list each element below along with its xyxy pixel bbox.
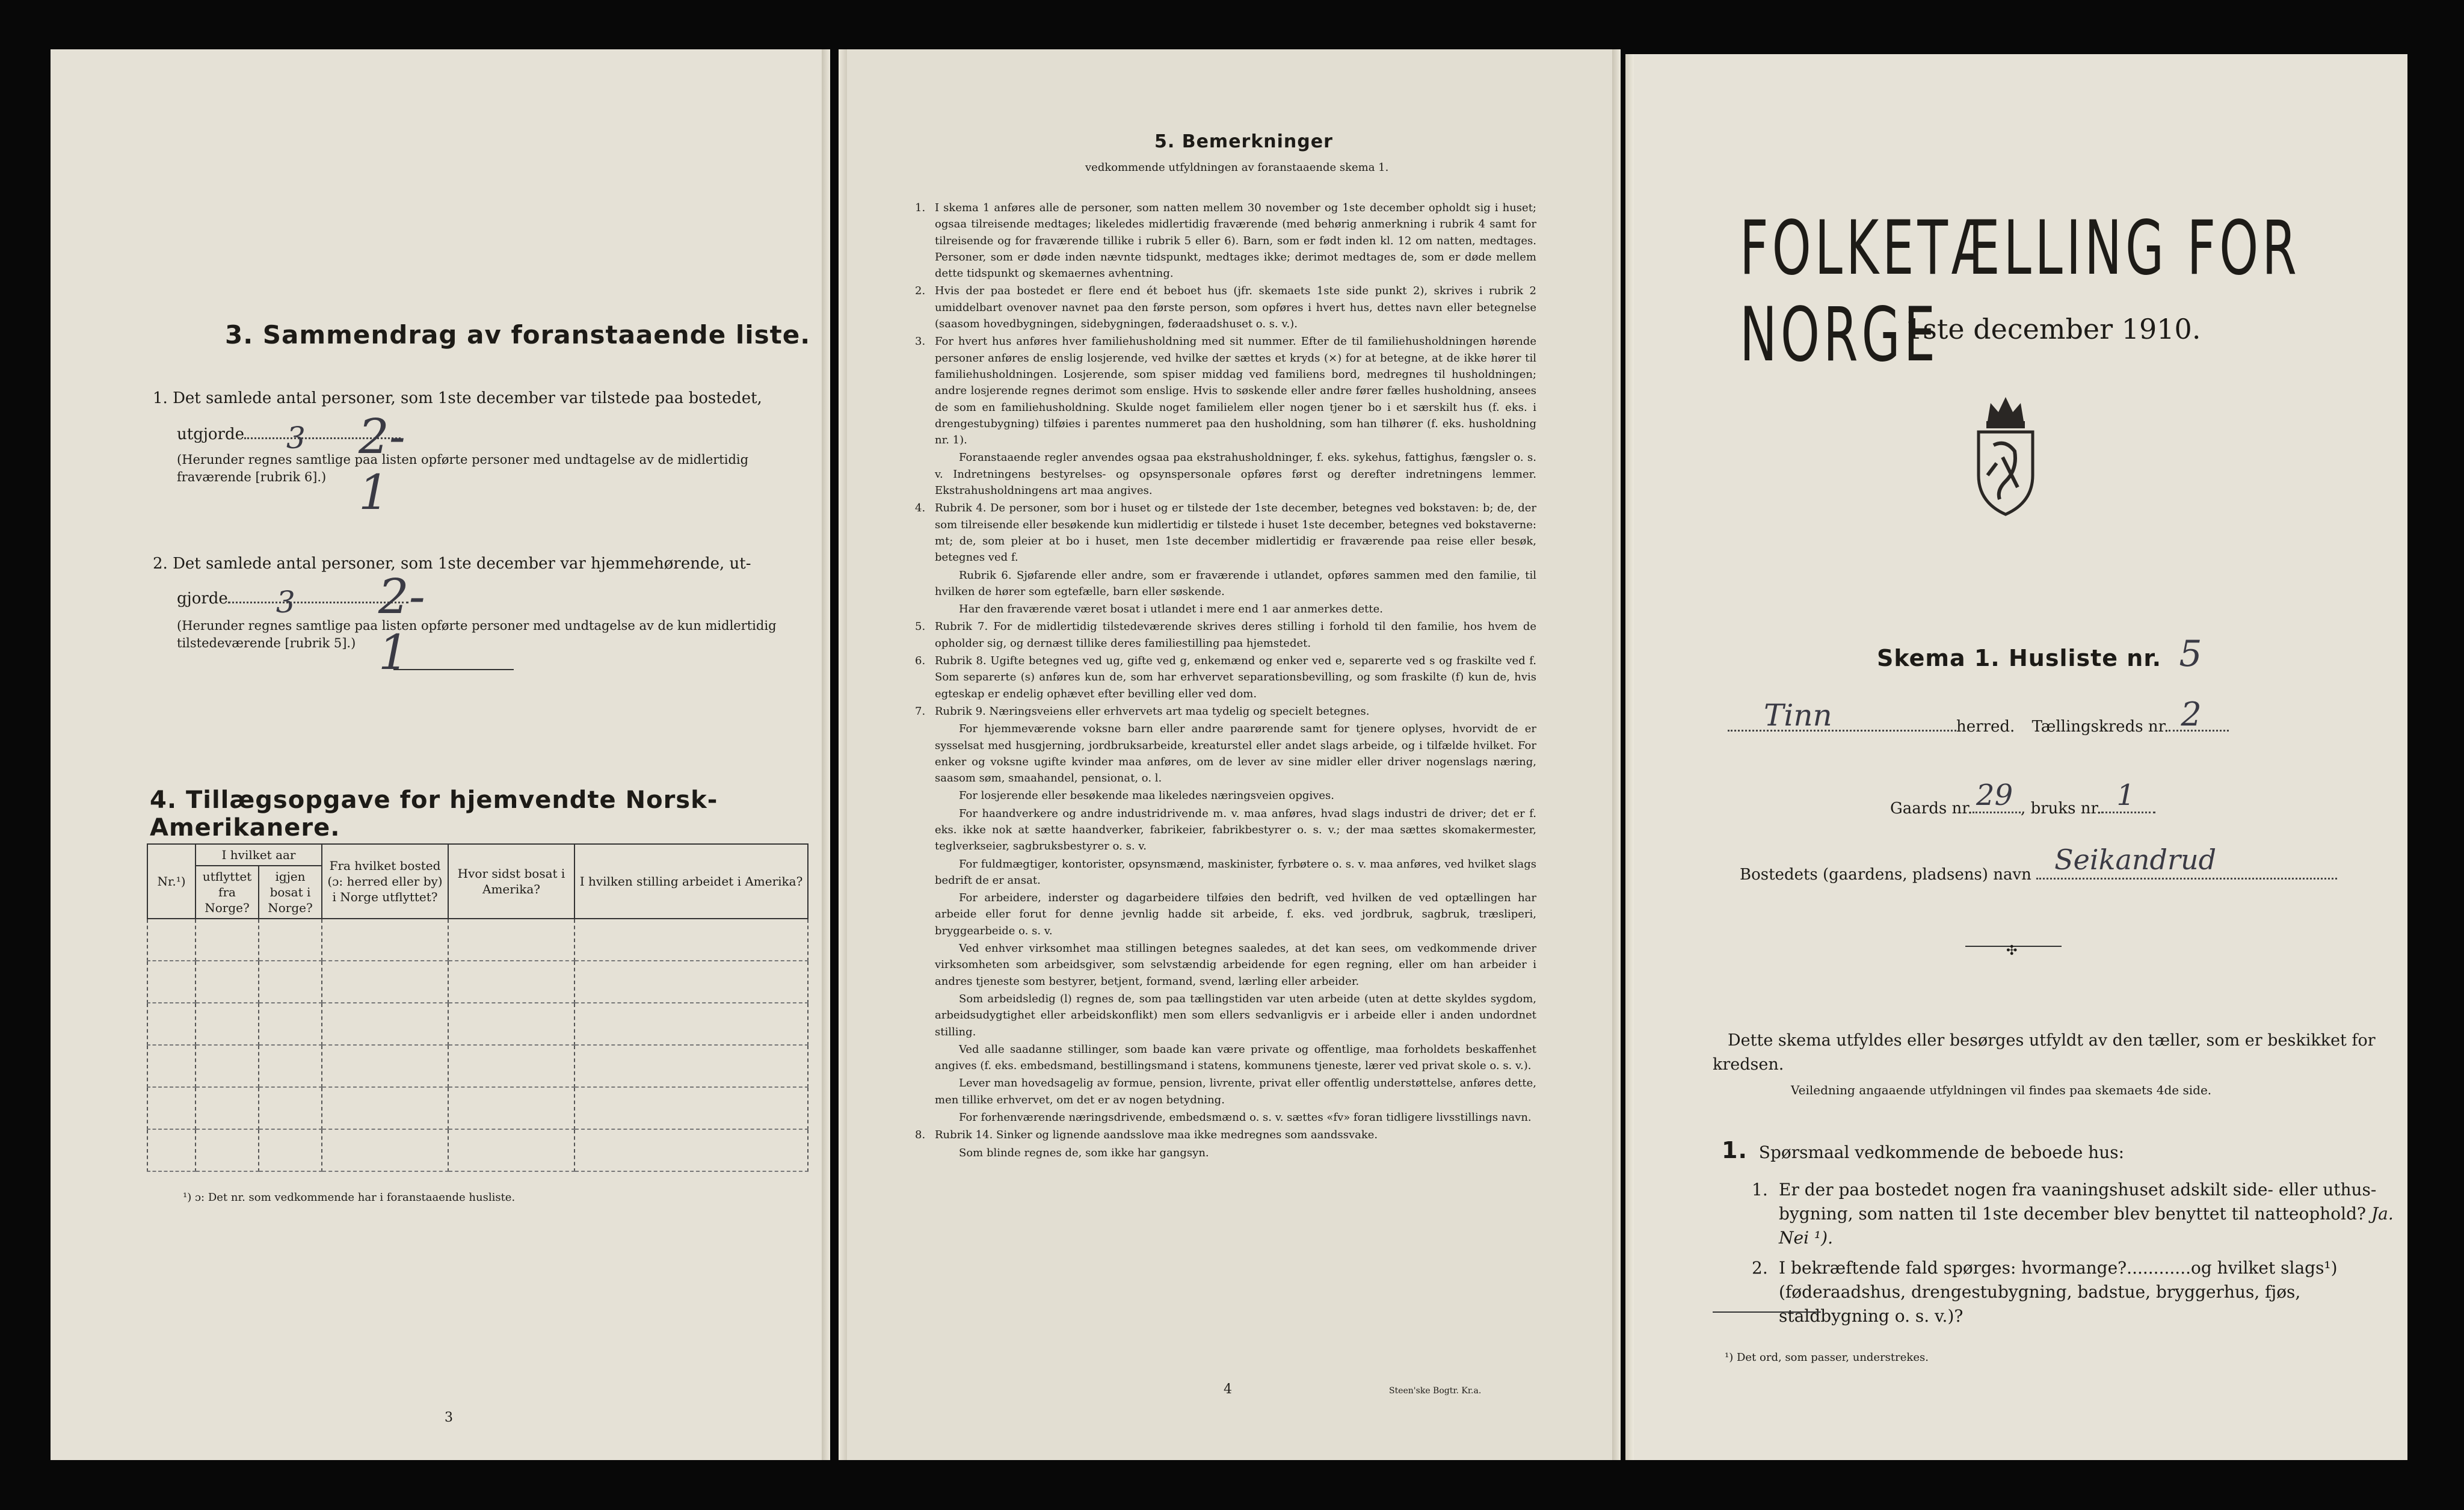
remark-item xyxy=(935,567,1536,600)
questions-header-text: Spørsmaal vedkommende de beboede hus: xyxy=(1758,1142,2125,1162)
remark-text: Som blinde regnes de, som ikke har gangsyn. xyxy=(959,1146,1209,1159)
census-date: 1ste december 1910. xyxy=(1905,313,2201,345)
table-cell[interactable] xyxy=(322,961,448,1003)
remark-text: For forhenværende næringsdrivende, embedsmænd o. s. v. sættes «fv» foran tidligere livsstillings navn. xyxy=(959,1111,1532,1124)
q2-value: 3 xyxy=(276,585,295,620)
col-utflyttet: utflyttet fra Norge? xyxy=(196,866,259,919)
remark-item xyxy=(915,653,1536,702)
remark-text: Som arbeidsledig (l) regnes de, som paa tællingstiden var uten arbeide (uten at dette skyldes sygdom, arbeidsudygtighet eller arbeidskonflikt) men som ellers sedvanligvis er i arbeide eller i anden undordnet stilling. xyxy=(935,992,1536,1038)
norsk-amerikanere-table xyxy=(147,843,808,1172)
remark-item xyxy=(935,449,1536,499)
table-cell[interactable] xyxy=(574,1129,808,1171)
instruction-small: Veiledning angaaende utfyldningen vil findes paa skemaets 4de side. xyxy=(1791,1083,2212,1097)
col-igjen: igjen bosat i Norge? xyxy=(259,866,322,919)
remark-text: Rubrik 14. Sinker og lignende aandsslove maa ikke medregnes som aandssvake. xyxy=(935,1129,1378,1142)
remark-number: 2. xyxy=(915,285,926,298)
table-row xyxy=(147,919,808,961)
divider xyxy=(393,669,514,670)
census-title: FOLKETÆLLING FOR NORGE xyxy=(1740,205,2300,378)
table-cell[interactable] xyxy=(259,1003,322,1045)
col-amerika: Hvor sidst bosat i Amerika? xyxy=(448,844,574,919)
remarks-title: 5. Bemerkninger xyxy=(1154,131,1333,152)
instruction: Dette skema utfyldes eller besørges utfyldt av den tæller, som er beskikket for kredsen. xyxy=(1713,1031,2376,1074)
table-cell[interactable] xyxy=(322,1003,448,1045)
table-cell[interactable] xyxy=(259,1087,322,1129)
remark-text: Rubrik 9. Næringsveiens eller erhvervets art maa tydelig og specielt betegnes. xyxy=(935,704,1370,718)
page-1-cover xyxy=(1625,54,2407,1460)
bruks-label: , bruks nr. xyxy=(2021,800,2102,818)
table-cell[interactable] xyxy=(574,1087,808,1129)
gaards-row xyxy=(1890,778,2155,818)
kreds-field[interactable] xyxy=(2169,695,2229,733)
herred-field[interactable] xyxy=(1728,698,1956,733)
page-fold xyxy=(1625,54,1634,1460)
page-4-remarks xyxy=(839,49,1621,1460)
remark-item xyxy=(935,991,1536,1040)
table-cell[interactable] xyxy=(196,1003,259,1045)
question-2 xyxy=(1752,1256,2395,1328)
q2-label: gjorde xyxy=(177,590,228,608)
remark-text: For fuldmægtiger, kontorister, opsynsmænd, maskinister, fyrbøtere o. s. v. maa anføres, ved hvilket slags bedrift de er ansat. xyxy=(935,857,1536,887)
ornament-icon: ✣ xyxy=(2006,943,2018,958)
remarks-subtitle: vedkommende utfyldningen av foranstaaende skema 1. xyxy=(1085,161,1389,174)
remarks-list xyxy=(915,200,1536,1162)
remark-text: Ved alle saadanne stillinger, som baade kan være private og offentlige, maa forholdets beskaffenhet angives (f. eks. embedsmand, bestillingsmand i statens, kommunens tjeneste, lærer ved privat skole o. s. v.). xyxy=(935,1043,1536,1073)
remark-item xyxy=(915,1127,1536,1143)
remark-item xyxy=(935,856,1536,889)
col-stilling: I hvilken stilling arbeidet i Amerika? xyxy=(574,844,808,919)
remark-text: Lever man hovedsagelig av formue, pension, livrente, privat eller offentlig understøttelse, anføres dette, men tillike erhvervet, om det er av nogen betydning. xyxy=(935,1077,1536,1106)
bosted-value: Seikandrud xyxy=(2054,843,2217,876)
kreds-value: 2 xyxy=(2181,695,2202,733)
remark-item xyxy=(915,283,1536,332)
table-cell[interactable] xyxy=(196,1087,259,1129)
gaards-field[interactable] xyxy=(1973,778,2021,813)
table-cell[interactable] xyxy=(196,1129,259,1171)
table-cell[interactable] xyxy=(448,961,574,1003)
remark-text: Rubrik 8. Ugifte betegnes ved ug, gifte ved g, enkemænd og enker ved e, separerte ved s og fraskilte ved f. Som separerte (s) anføres kun de, som har erhvervet separationsbevilling, og som fraskilte (f) kun de, hvis egteskap er endelig ophævet efter bevilling eller ved dom. xyxy=(935,655,1536,700)
table-cell[interactable] xyxy=(196,961,259,1003)
table-cell[interactable] xyxy=(448,1003,574,1045)
footnote: ¹) Det ord, som passer, understrekes. xyxy=(1725,1351,1929,1364)
table-row xyxy=(147,961,808,1003)
bosted-field[interactable] xyxy=(2036,843,2337,880)
q1-answer-field[interactable] xyxy=(244,408,405,520)
table-cell[interactable] xyxy=(448,919,574,961)
table-cell[interactable] xyxy=(196,919,259,961)
coat-of-arms-icon xyxy=(1970,391,2042,517)
page-3-summary xyxy=(51,49,830,1460)
remark-text: For hvert hus anføres hver familiehusholdning med sit nummer. Efter de til familiehusholdningen hørende personer anføres de enslig losjerende, ved hvilke der sættes et kryds (×) for at betegne, at de ikke hører til familiehusholdningen. Losjerende, som spiser middag ved familiens bord, medregnes til husholdningen; andre losjerende regnes derimot som enslige. Hvis to søskende eller andre fører fælles husholdning, ansees de som en familiehusholdning. Skulde noget familielem eller nogen tjener bo i et særskilt hus (f. eks. i drengestubygning) tilføies i parentes nummeret paa den husholdning, som han tilhører (f. eks. husholdning nr. 1). xyxy=(935,335,1536,447)
q1-note: (Herunder regnes samtlige paa listen opførte personer med undtagelse av de midlertidig fraværende [rubrik 6].) xyxy=(177,452,749,484)
page-number: 3 xyxy=(445,1410,453,1425)
question-2-num: 2. xyxy=(1752,1258,1768,1278)
remark-text: For arbeidere, inderster og dagarbeidere tilføies den bedrift, ved hvilken de ved optællingen har arbeide eller forut for denne jevnlig hadde sit arbeide, f. eks. ved jordbruk, sagbruk, træsliperi, bryggearbeide o. s. v. xyxy=(935,892,1536,937)
remark-item xyxy=(935,787,1536,804)
gaards-label: Gaards nr. xyxy=(1890,800,1973,818)
table-cell[interactable] xyxy=(147,1129,196,1171)
remark-number: 6. xyxy=(915,655,926,668)
footnote-rule xyxy=(1713,1311,1821,1313)
table-row xyxy=(147,1045,808,1087)
remark-number: 4. xyxy=(915,502,926,515)
remark-item xyxy=(915,333,1536,448)
remark-item xyxy=(915,200,1536,282)
q1-value: 3 xyxy=(286,421,306,455)
remark-text: Foranstaaende regler anvendes ogsaa paa ekstrahusholdninger, f. eks. sykehus, fattighus, fængsler o. s. v. Indretningens bestyrelses- og opsynspersonale opføres først og derefter indretningens lemmer. Ekstrahusholdningens art maa angives. xyxy=(935,451,1536,498)
bosted-row xyxy=(1740,843,2337,884)
remark-text: For haandverkere og andre industridrivende m. v. maa anføres, hvad slags industri de driver; det er f. eks. ikke nok at sætte haandverker, fabrikeier, fabrikbestyrer o. s. v.; der maa sættes skomakermester, teglverkseier, sagbruksbestyrer o. s. v. xyxy=(935,807,1536,853)
table-cell[interactable] xyxy=(574,919,808,961)
remark-text: Rubrik 6. Sjøfarende eller andre, som er fraværende i utlandet, opføres sammen med den familie, til hvilken de hører som egtefælle, barn eller søskende. xyxy=(935,569,1536,598)
remark-item xyxy=(935,601,1536,617)
q1-handwritten: 2-1 xyxy=(359,408,405,520)
remark-item xyxy=(935,1145,1536,1161)
table-cell[interactable] xyxy=(147,1045,196,1087)
table-cell[interactable] xyxy=(574,961,808,1003)
table-cell[interactable] xyxy=(259,919,322,961)
remark-item xyxy=(935,890,1536,939)
question-1-text: Er der paa bostedet nogen fra vaaningshuset adskilt side- eller uthus-bygning, som natten til 1ste december blev benyttet til natteophold? xyxy=(1779,1180,2377,1224)
remark-item xyxy=(915,500,1536,565)
q1-text: 1. Det samlede antal personer, som 1ste december var tilstede paa bostedet, xyxy=(153,389,762,407)
bruks-field[interactable] xyxy=(2101,778,2155,813)
remark-number: 8. xyxy=(915,1129,926,1142)
remark-text: Har den fraværende været bosat i utlandet i mere end 1 aar anmerkes dette. xyxy=(959,603,1383,616)
section-4-title: 4. Tillægsopgave for hjemvendte Norsk-Amerikanere. xyxy=(150,786,718,842)
remark-text: For losjerende eller besøkende maa likeledes næringsveien opgives. xyxy=(959,789,1334,803)
kreds-label: Tællingskreds nr. xyxy=(2031,718,2169,736)
remark-text: Hvis der paa bostedet er flere end ét beboet hus (jfr. skemaets 1ste side punkt 2), skrives i rubrik 2 umiddelbart ovenover navnet paa den første person, som opføres i hvert hus, dettes navn eller betegnelse (saasom hovedbygningen, sidebygningen, føderaadshuset o. s. v.). xyxy=(935,285,1536,331)
herred-value: Tinn xyxy=(1764,698,1832,733)
section-3-title: 3. Sammendrag av foranstaaende liste. xyxy=(225,320,811,350)
question-1 xyxy=(1752,1178,2395,1250)
table-cell[interactable] xyxy=(322,1045,448,1087)
husliste-nr[interactable]: 5 xyxy=(2179,633,2203,675)
herred-row xyxy=(1728,695,2389,736)
col-group-year: I hvilket aar xyxy=(196,844,322,866)
table-cell[interactable] xyxy=(259,1045,322,1087)
page-number: 4 xyxy=(1224,1382,1232,1397)
question-2-text: I bekræftende fald spørges: hvormange?............og hvilket slags¹) (føderaadshus, drengestubygning, badstue, bryggerhus, fjøs, staldbygning o. s. v.)? xyxy=(1779,1258,2338,1326)
questions-header xyxy=(1722,1137,2124,1163)
skema-label-row xyxy=(1877,633,2203,675)
table-cell[interactable] xyxy=(147,961,196,1003)
remark-item xyxy=(935,1041,1536,1074)
table-cell[interactable] xyxy=(259,961,322,1003)
table-footnote: ¹) ɔ: Det nr. som vedkommende har i foranstaaende husliste. xyxy=(183,1191,516,1204)
remark-number: 1. xyxy=(915,202,926,214)
q2-handwritten: 2-1 xyxy=(378,569,425,680)
q2-note: (Herunder regnes samtlige paa listen opførte personer med undtagelse av de kun midlertidig tilstedeværende [rubrik 5].) xyxy=(177,618,777,650)
table-row xyxy=(147,1087,808,1129)
remark-number: 5. xyxy=(915,620,926,633)
remark-text: Rubrik 4. De personer, som bor i huset og er tilstede der 1ste december, betegnes ved bokstaven: b; de, der som tilreisende eller besøkende kun midlertidig er tilstede i huset 1ste december, betegnes ved bokstaverne: mt; de, som pleier at bo i huset, men 1ste december midlertidig er fraværende paa reise eller besøk, betegnes ved f. xyxy=(935,502,1536,564)
questions-header-num: 1. xyxy=(1722,1137,1748,1163)
remark-text: For hjemmeværende voksne barn eller andre paarørende samt for tjenere oplyses, hvorvidt de er sysselsat med husgjerning, jordbruksarbeide, kreaturstel eller andet slags arbeide, og i tilfælde hvilket. For enker og voksne ugifte kvinder maa anføres, om de lever av sine midler eller driver nogenslags næring, saasom søm, smaahandel, pensionat, o. l. xyxy=(935,723,1536,785)
table-cell[interactable] xyxy=(322,919,448,961)
col-nr: Nr.¹) xyxy=(147,844,196,919)
q2-answer-row xyxy=(177,569,425,680)
bosted-label: Bostedets (gaardens, pladsens) navn xyxy=(1740,866,2031,884)
remark-item xyxy=(935,806,1536,855)
remark-item xyxy=(915,703,1536,720)
question-1-num: 1. xyxy=(1752,1180,1768,1200)
table-cell[interactable] xyxy=(448,1045,574,1087)
table-cell[interactable] xyxy=(147,919,196,961)
col-bosted: Fra hvilket bosted (ɔ: herred eller by) i Norge utflyttet? xyxy=(322,844,448,919)
table-cell[interactable] xyxy=(147,1087,196,1129)
page-fold xyxy=(822,49,830,1460)
bruks-value: 1 xyxy=(2116,778,2135,812)
skema-label: Skema 1. Husliste nr. xyxy=(1877,645,2162,671)
table-cell[interactable] xyxy=(147,1003,196,1045)
table-cell[interactable] xyxy=(259,1129,322,1171)
table-cell[interactable] xyxy=(574,1045,808,1087)
q2-answer-field[interactable] xyxy=(228,569,425,680)
remark-item xyxy=(915,618,1536,652)
table-cell[interactable] xyxy=(196,1045,259,1087)
gaards-value: 29 xyxy=(1976,778,2013,812)
table-cell[interactable] xyxy=(322,1087,448,1129)
remark-number: 3. xyxy=(915,335,926,348)
page-fold xyxy=(839,49,847,1460)
q1-label: utgjorde xyxy=(177,425,245,443)
remark-text: Rubrik 7. For de midlertidig tilstedeværende skrives deres stilling i forhold til den familie, hos hvem de opholder sig, og dernæst tillike deres familiestilling paa hjemstedet. xyxy=(935,620,1536,650)
remark-text: I skema 1 anføres alle de personer, som natten mellem 30 november og 1ste december opholdt sig i huset; ogsaa tilreisende medtages; likeledes midlertidig fraværende (med behørig anmerkning i rubrik 4 samt for tilreisende og for fraværende tillike i rubrik 5 eller 6). Barn, som er født inden kl. 12 om natten, medtages. Personer, som er døde inden nævnte tidspunkt, medtages ikke; derimot medtages de, som er døde mellem dette tidspunkt og skemaernes avhentning. xyxy=(935,202,1536,280)
table-cell[interactable] xyxy=(448,1129,574,1171)
remark-item xyxy=(935,1109,1536,1126)
remark-item xyxy=(935,1075,1536,1108)
q2-text: 2. Det samlede antal personer, som 1ste december var hjemmehørende, ut- xyxy=(153,555,751,573)
remark-text: Ved enhver virksomhet maa stillingen betegnes saaledes, at det kan sees, om vedkommende driver virksomheten som arbeidsgiver, som selvstændig arbeidende for egen regning, eller om han arbeider i andres tjeneste som bestyrer, betjent, formand, svend, lærling eller arbeider. xyxy=(935,942,1536,988)
table-row xyxy=(147,1003,808,1045)
q1-answer-row xyxy=(177,408,405,520)
herred-label: herred. xyxy=(1956,718,2015,736)
remark-number: 7. xyxy=(915,704,926,718)
table-cell[interactable] xyxy=(574,1003,808,1045)
printer-imprint: Steen'ske Bogtr. Kr.a. xyxy=(1389,1386,1482,1396)
remark-item xyxy=(935,721,1536,786)
remark-item xyxy=(935,940,1536,990)
table-cell[interactable] xyxy=(322,1129,448,1171)
question-1-answer[interactable]: Ja. Nei ¹). xyxy=(1779,1204,2394,1248)
page-fold xyxy=(1612,49,1621,1460)
table-cell[interactable] xyxy=(448,1087,574,1129)
table-row xyxy=(147,1129,808,1171)
